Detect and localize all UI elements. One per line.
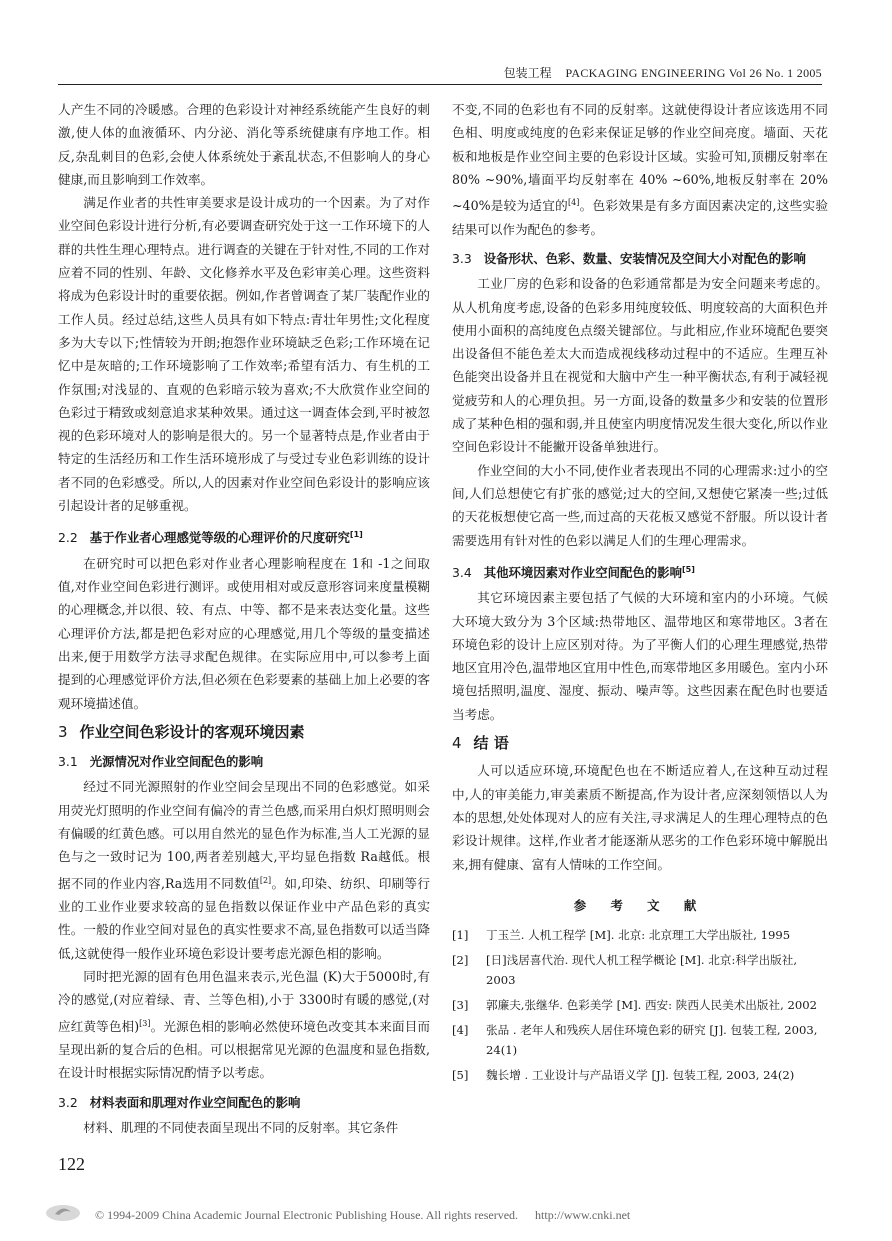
section-number: 3.1 [58,754,78,770]
paragraph: 其它环境因素主要包括了气候的大环境和室内的小环境。气候大环境大致分为 3个区域:热带地区、温带地区和寒带地区。3者在环境色彩的设计上应区别对待。为了平衡人们的心理生理感觉,热带地区宜用冷色,温带地区宜用中性色,而寒带地区多用暖色。室内小环境包括照明,温度、湿度、振动、噪声等。这些因素在配色时也要适当考虑。 [452,590,828,722]
reference-number: [5] [452,1068,469,1083]
citation: [1] [349,530,363,540]
reference-item [452,950,828,990]
reference-item [452,1065,828,1085]
reference-text: 魏长增 . 工业设计与产品语义学 [J]. 包装工程, 2003, 24(2) [486,1068,795,1083]
reference-text: 郭廉夫,张继华. 色彩美学 [M]. 西安: 陕西人民美术出版社, 2002 [486,998,817,1013]
section-number: 2.2 [58,530,78,546]
paragraph: 人可以适应环境,环境配色也在不断适应着人,在这种互动过程中,人的审美能力,审美素质不断提高,作为设计者,应深刻领悟以人为本的思想,处处体现对人的应有关注,寻求满足人的生理心理特点的色彩设计规律。这样,作业者才能逐渐从恶劣的工作色彩环境中解脱出来,拥有健康、富有人情味的工作空间。 [452,763,828,872]
paragraph: 满足作业者的共性审美要求是设计成功的一个因素。为了对作业空间色彩设计进行分析,有必要调查研究处于这一工作环境下的人群的共性生理心理特点。进行调查的关键在于针对性,不同的工作对应着不同的性别、年龄、文化修养水平及色彩审美心理。这些资料将成为色彩设计时的重要依据。例如,作者曾调查了某厂装配作业的工作人员。经过总结,这些人员具有如下特点:青壮年男性;文化程度多为大专以下;性情较为开朗;抱怨作业环境缺乏色彩;工作环境在记忆中是灰暗的;工作环境影响了工作效率;希望有活力、有生机的工作氛围;对浅显的、直观的色彩暗示较为喜欢;不大欣赏作业空间的色彩过于精致或刻意追求某种效果。通过这一调查体会到,平时被忽视的色彩环境对人的影响是很大的。另一个显著特点是,作业者由于特定的生活经历和工作生活环境形成了与受过专业色彩训练的设计者不同的色彩感受。所以,人的因素对作业空间色彩设计的影响应该引起设计者的足够重视。 [58,195,430,514]
section-heading-3-3 [452,247,828,270]
paragraph-text: 。光源色相的影响必然使环境色改变其本来面目而呈现出新的复合后的色相。可以根据常见光源的色温度和显色指数,在设计时根据实际情况酌情予以考虑。 [58,1018,431,1081]
paragraph: 工业厂房的色彩和设备的色彩通常都是为安全问题来考虑的。从人机角度考虑,设备的色彩多用纯度较低、明度较高的大面积色并使用小面积的高纯度色点缀关键部位。与此相应,作业环境配色要突出设备但不能色差太大而造成视线移动过程中的不适应。生理互补色能突出设备并且在视觉和大脑中产生一种平衡状态,有利于减轻视觉疲劳和人的心理负担。另一方面,设备的数量多少和安装的位置形成了某种色相的强和弱,并且使室内明度情况发生很大变化,所以作业空间色彩设计不能撇开设备单独进行。 [452,276,828,455]
citation: [2] [259,875,272,885]
section-title: 材料表面和肌理对作业空间配色的影响 [89,1094,301,1110]
section-number: 3 [58,722,68,741]
section-heading-3-2 [58,1091,430,1114]
reference-item [452,925,828,945]
reference-text: [日]浅居喜代治. 现代人机工程学概论 [M]. 北京:科学出版社, 2003 [486,953,798,988]
citation: [3] [139,1018,151,1028]
citation: [4] [568,198,580,208]
journal-title-cn: 包装工程 [503,66,552,80]
paragraph: 材料、肌理的不同使表面呈现出不同的反射率。其它条件 [83,1119,399,1135]
left-column [58,98,430,1139]
reference-number: [1] [452,928,469,943]
cnki-link[interactable]: http://www.cnki.net [535,1208,631,1222]
journal-title-en: PACKAGING ENGINEERING Vol 26 No. 1 2005 [565,66,822,80]
reference-item [452,1020,828,1060]
section-number: 3.4 [452,564,472,580]
section-title: 作业空间色彩设计的客观环境因素 [79,722,305,741]
references-list [452,925,828,1085]
reference-text: 张品 . 老年人和残疾人居住环境色彩的研究 [J]. 包装工程, 2003, 24(1) [486,1023,818,1058]
section-title: 其他环境因素对作业空间配色的影响 [483,564,682,580]
section-title: 设备形状、色彩、数量、安装情况及空间大小对配色的影响 [483,250,806,266]
cnki-logo-icon [43,1200,83,1224]
paragraph [452,98,828,241]
reference-item [452,995,828,1015]
reference-number: [2] [452,953,469,968]
copyright-footer [95,1208,855,1223]
section-heading-3-4 [452,558,828,584]
running-header [58,64,822,85]
section-title: 结 语 [473,734,509,753]
paragraph [58,965,430,1085]
paragraph-text: 不变,不同的色彩也有不同的反射率。这就使得设计者应该选用不同色相、明度或纯度的色彩来保证足够的作业空间亮度。墙面、天花板和地板是作业空间主要的色彩设计区域。实验可知,顶棚反射率在 80% ~90%,墙面平均反射率在 40% ~60%,地板反射率在 20% ~40%是较为适宜的 [452,102,828,214]
paragraph-text: 。色彩效果是有多方面因素决定的,这些实验结果可以作为配色的参考。 [452,198,828,237]
reference-text: 丁玉兰. 人机工程学 [M]. 北京: 北京理工大学出版社, 1995 [486,928,791,943]
paragraph-text: 经过不同光源照射的作业空间会呈现出不同的色彩感觉。如采用荧光灯照明的作业空间有偏冷的青兰色感,而采用白炽灯照明则会有偏暖的红黄色感。可以用自然光的显色作为标准,当人工光源的显色与之一致时记为 100,两者差别越大,平均显色指数 Ra越低。根据不同的作业内容,Ra选用不同数值 [58,779,430,891]
section-number: 3.3 [452,250,472,266]
section-heading-3 [58,721,430,744]
section-number: 4 [452,734,462,753]
right-column [452,98,828,1090]
paragraph-text: 同时把光源的固有色用色温来表示,光色温 (K)大于5000时,有冷的感觉,(对应着绿、青、兰等色相),小于 3300时有暖的感觉,(对应红黄等色相) [58,969,430,1034]
section-title: 基于作业者心理感觉等级的心理评价的尺度研究 [89,530,350,546]
section-number: 3.2 [58,1094,78,1110]
section-heading-2-2 [58,523,430,549]
copyright-text: © 1994-2009 China Academic Journal Electronic Publishing House. All rights reserved. [95,1208,519,1222]
paragraph: 作业空间的大小不同,使作业者表现出不同的心理需求:过小的空间,人们总想使它有扩张的感觉;过大的空间,又想使它紧凑一些;过低的天花板想使它高一些,而过高的天花板又感觉不舒服。所以设计者需要选用有针对性的色彩以满足人们的生理心理需求。 [452,462,828,548]
section-heading-4 [452,732,828,755]
paragraph [58,775,430,965]
paragraph-text: 。如,印染、纺织、印刷等行业的工业作业要求较高的显色指数以保证作业中产品色彩的真实性。一般的作业空间对显色的真实性要求不高,显色指数可以适当降低,这就使得一般作业环境色彩设计要考虑光源色相的影响。 [58,875,430,961]
section-title: 光源情况对作业空间配色的影响 [89,754,264,770]
paragraph: 在研究时可以把色彩对作业者心理影响程度在 1和 -1之间取值,对作业空间色彩进行测评。或使用相对或反意形容词来度量模糊的心理概念,并以很、较、有点、中等、都不是来表达变化量。这些心理评价方法,都是把色彩对应的心理感觉,用几个等级的量变描述出来,便于用数学方法寻求配色规律。在实际应用中,可以参考上面提到的心理感觉评价方法,但必须在色彩要素的基础上加上必要的客观环境描述值。 [58,555,430,711]
reference-number: [3] [452,998,469,1013]
references-title: 参 考 文 献 [573,897,707,913]
reference-number: [4] [452,1023,469,1038]
section-heading-3-1 [58,750,430,773]
citation: [5] [681,564,695,574]
paragraph: 人产生不同的冷暖感。合理的色彩设计对神经系统能产生良好的刺激,使人体的血液循环、内分泌、消化等系统健康有序地工作。相反,杂乱刺目的色彩,会使人体系统处于紊乱状态,不但影响人的身心健康,而且影响到工作效率。 [58,102,430,187]
page-number: 122 [58,1154,85,1174]
